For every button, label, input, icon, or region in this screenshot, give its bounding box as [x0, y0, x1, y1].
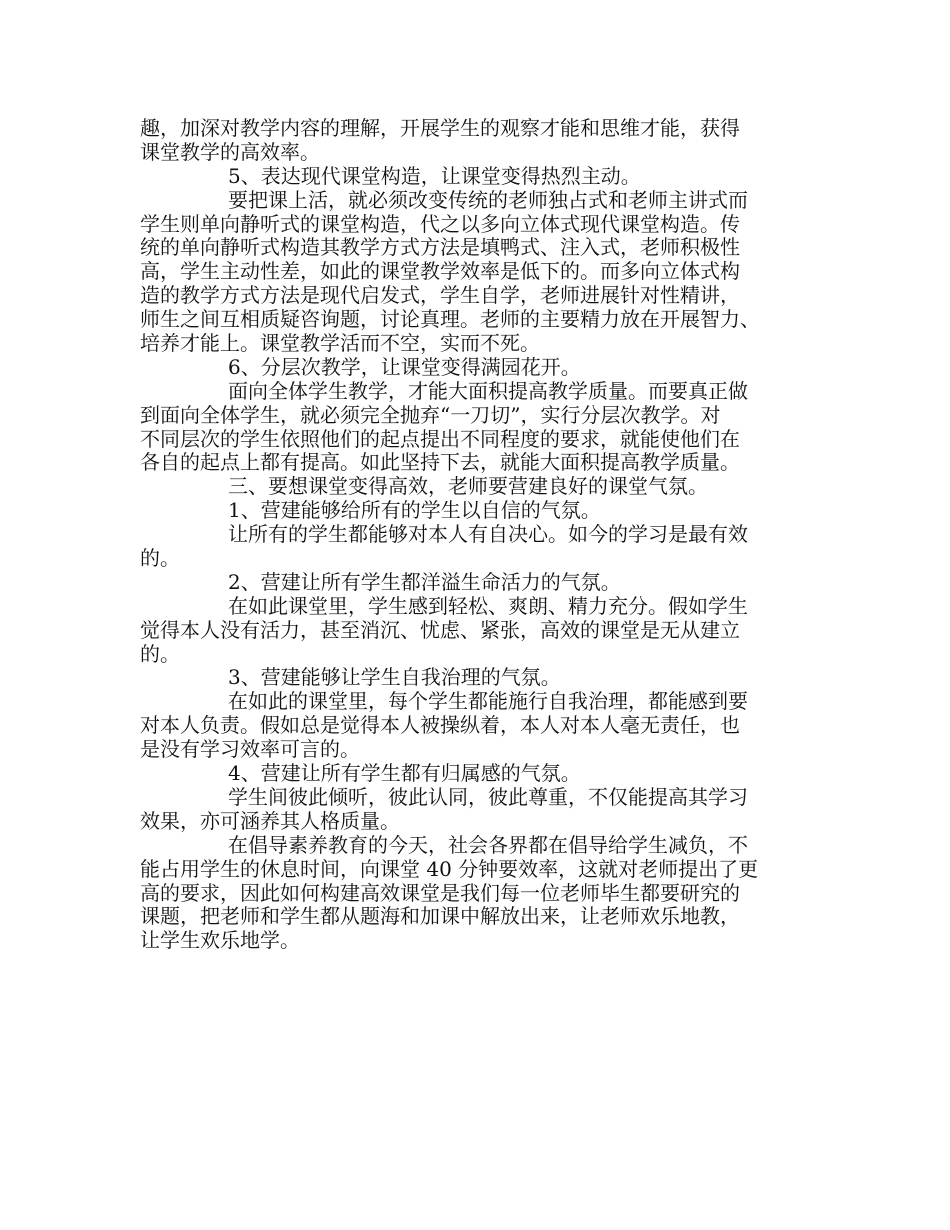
text-line: 在如此的课堂里，每个学生都能施行自我治理，都能感到要: [228, 689, 748, 714]
text-line: 课题，把老师和学生都从题海和加课中解放出来，让老师欢乐地教，: [140, 904, 740, 929]
text-line: 不同层次的学生依照他们的起点提出不同程度的要求，就能使他们在: [140, 426, 740, 451]
text-line: 让所有的学生都能够对本人有自决心。如今的学习是最有效: [228, 522, 748, 547]
text-line: 师生之间互相质疑咨询题，讨论真理。老师的主要精力放在开展智力、: [140, 307, 760, 332]
text-line: 的。: [140, 546, 180, 571]
text-line: 4、营建让所有学生都有归属感的气氛。: [228, 761, 581, 786]
text-line: 面向全体学生教学，才能大面积提高教学质量。而要真正做: [228, 378, 748, 403]
text-line: 造的教学方式方法是现代启发式，学生自学，老师进展针对性精讲，: [140, 283, 740, 308]
text-line: 的。: [140, 641, 180, 666]
text-line: 是没有学习效率可言的。: [140, 737, 360, 762]
text-line: 课堂教学的高效率。: [140, 139, 320, 164]
text-line: 在如此课堂里，学生感到轻松、爽朗、精力充分。假如学生: [228, 593, 748, 618]
document-body: [140, 117, 840, 953]
text-line: 学生间彼此倾听，彼此认同，彼此尊重，不仅能提高其学习: [228, 784, 748, 809]
text-line: 对本人负责。假如总是觉得本人被操纵着，本人对本人毫无责任，也: [140, 713, 740, 738]
text-line: 3、营建能够让学生自我治理的气氛。: [228, 665, 561, 690]
text-line: 要把课上活，就必须改变传统的老师独占式和老师主讲式而: [228, 187, 748, 212]
text-line: 效果，亦可涵养其人格质量。: [140, 808, 400, 833]
text-line: 能占用学生的休息时间，向课堂 40 分钟要效率，这就对老师提出了更: [140, 856, 759, 881]
text-line: 在倡导素养教育的今天，社会各界都在倡导给学生减负，不: [228, 832, 748, 857]
text-line: 三、要想课堂变得高效，老师要营建良好的课堂气氛。: [228, 474, 708, 499]
text-line: 让学生欢乐地学。: [140, 928, 300, 953]
text-line: 学生则单向静听式的课堂构造，代之以多向立体式现代课堂构造。传: [140, 211, 740, 236]
text-line: 统的单向静听式构造其教学方式方法是填鸭式、注入式，老师积极性: [140, 235, 740, 260]
text-line: 觉得本人没有活力，甚至消沉、忧虑、紧张，高效的课堂是无从建立: [140, 617, 740, 642]
text-line: 趣，加深对教学内容的理解，开展学生的观察才能和思维才能，获得: [140, 116, 740, 140]
text-line: 1、营建能够给所有的学生以自信的气氛。: [228, 498, 601, 523]
text-line: 培养才能上。课堂教学活而不空，实而不死。: [140, 331, 540, 356]
text-line: 5、表达现代课堂构造，让课堂变得热烈主动。: [228, 163, 641, 188]
text-line: 到面向全体学生，就必须完全抛弃“一刀切”，实行分层次教学。对: [140, 402, 721, 427]
text-line: 6、分层次教学，让课堂变得满园花开。: [228, 354, 581, 379]
text-line: 高的要求，因此如何构建高效课堂是我们每一位老师毕生都要研究的: [140, 880, 740, 905]
text-line: 2、营建让所有学生都洋溢生命活力的气氛。: [228, 569, 621, 594]
text-line: 高，学生主动性差，如此的课堂教学效率是低下的。而多向立体式构: [140, 259, 740, 284]
text-line: 各自的起点上都有提高。如此坚持下去，就能大面积提高教学质量。: [140, 450, 740, 475]
